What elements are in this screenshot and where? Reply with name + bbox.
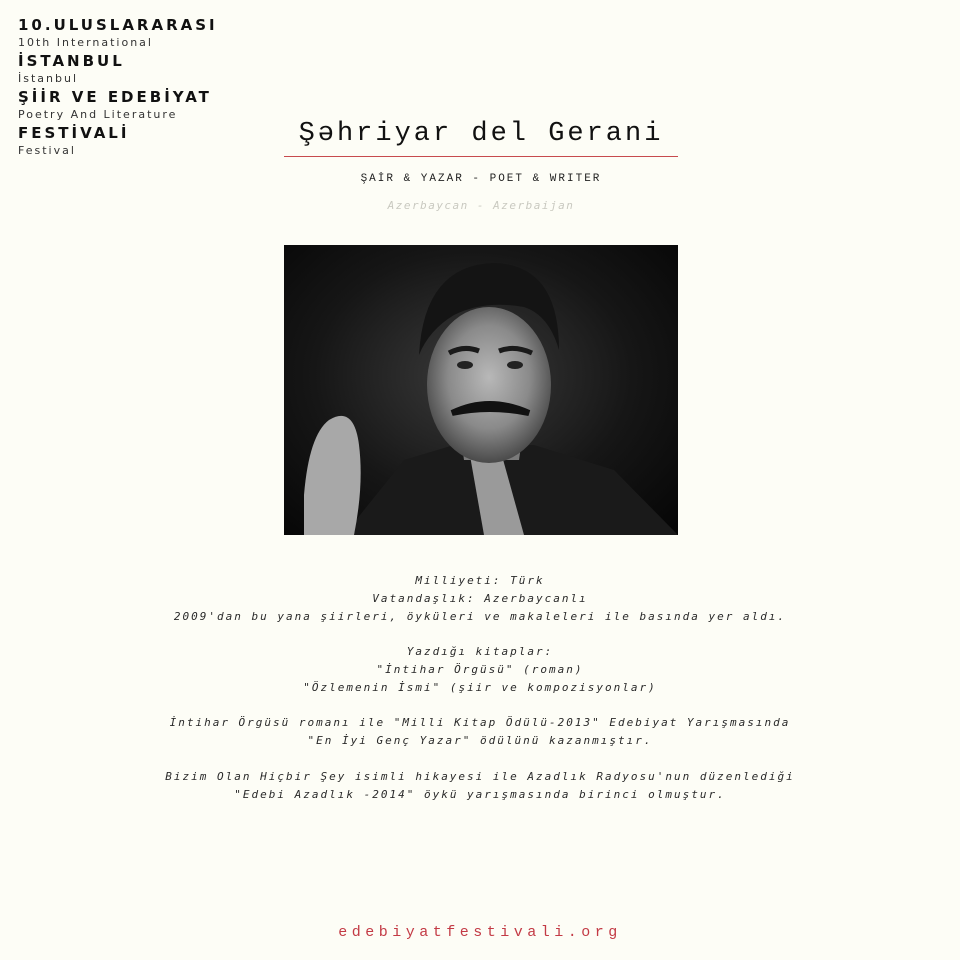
logo-line-6: Poetry And Literature xyxy=(18,108,178,121)
bio-books-heading: Yazdığı kitaplar: xyxy=(406,645,554,659)
title-divider xyxy=(284,156,678,157)
bio-nationality: Milliyeti: Türk xyxy=(415,574,545,587)
logo-line-3: İSTANBUL xyxy=(18,52,125,70)
poet-name: Şəhriyar del Gerani xyxy=(298,119,664,149)
logo-line-4: İstanbul xyxy=(18,72,79,85)
bio-award-1b: "En İyi Genç Yazar" ödülünü kazanmıştır. xyxy=(307,734,653,748)
logo-line-1: 10.ULUSLARARASI xyxy=(18,16,218,34)
bio-citizenship: Vatandaşlık: Azerbaycanlı xyxy=(372,591,588,605)
bio-book-2: "Özlemenin İsmi" (şiir ve kompozisyonlar) xyxy=(303,680,657,694)
portrait-silhouette-icon xyxy=(284,245,678,535)
bio-award-2a: Bizim Olan Hiçbir Şey isimli hikayesi ile Azadlık Radyosu'nun düzenlediği xyxy=(165,769,795,783)
bio-award-1a: İntihar Örgüsü romanı ile "Milli Kitap Ödülü-2013" Edebiyat Yarışmasında xyxy=(169,716,791,730)
logo-line-2: 10th International xyxy=(18,36,153,49)
bio-book-1: "İntihar Örgüsü" (roman) xyxy=(376,662,584,676)
poet-role: ŞAİR & YAZAR - POET & WRITER xyxy=(360,173,602,185)
logo-line-7: FESTİVALİ xyxy=(18,124,130,142)
website-link[interactable]: edebiyatfestivali.org xyxy=(338,924,622,941)
festival-logo xyxy=(18,16,218,160)
bio-award-2b: "Edebi Azadlık -2014" öykü yarışmasında birinci olmuştur. xyxy=(234,787,726,801)
poet-country: Azerbaycan - Azerbaijan xyxy=(387,199,575,212)
logo-line-8: Festival xyxy=(18,144,76,157)
portrait-photo xyxy=(284,245,678,535)
bio-publications: 2009'dan bu yana şiirleri, öyküleri ve makaleleri ile basında yer aldı. xyxy=(173,609,787,623)
poet-biography xyxy=(100,572,860,803)
logo-line-5: ŞİİR VE EDEBİYAT xyxy=(18,88,212,106)
